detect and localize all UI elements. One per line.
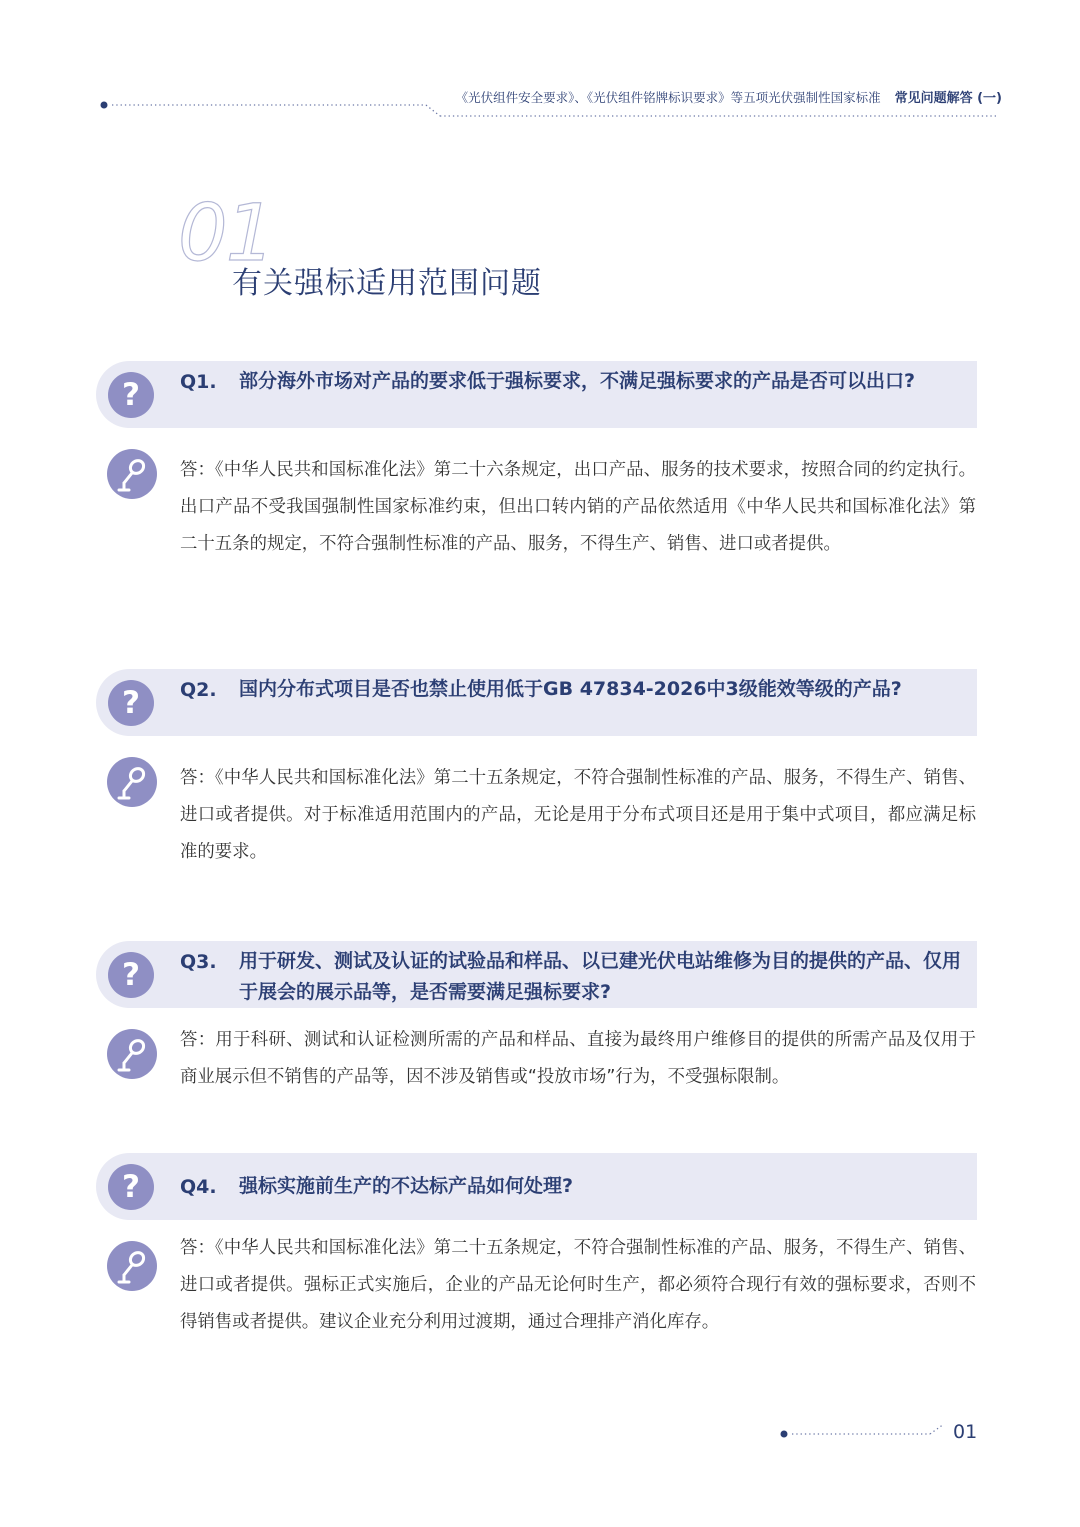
question-number: Q4. [180, 1176, 217, 1198]
question-bar [96, 669, 977, 736]
answer-text: 答：《中华人民共和国标准化法》第二十五条规定，不符合强制性标准的产品、服务，不得生产、销售、进口或者提供。对于标准适用范围内的产品，无论是用于分布式项目还是用于集中式项目，都应满足标准的要求。 [180, 768, 976, 862]
answer-text: 答：《中华人民共和国标准化法》第二十六条规定，出口产品、服务的技术要求，按照合同的约定执行。出口产品不受我国强制性国家标准约束，但出口转内销的产品依然适用《中华人民共和国标准化法》第二十五条的规定，不符合强制性标准的产品、服务，不得生产、销售、进口或者提供。 [180, 460, 976, 554]
question-number: Q2. [180, 679, 217, 701]
header-divider [100, 98, 1000, 118]
page-number: 01 [953, 1421, 978, 1443]
section-title: 有关强标适用范围问题 [232, 266, 542, 301]
question-text: 强标实施前生产的不达标产品如何处理? [239, 1175, 574, 1197]
section-number: 01 [178, 189, 274, 279]
microphone-icon [107, 1241, 157, 1291]
question-number: Q3. [180, 951, 217, 973]
microphone-icon [107, 449, 157, 499]
question-number: Q1. [180, 371, 217, 393]
question-text: 部分海外市场对产品的要求低于强标要求，不满足强标要求的产品是否可以出口? [239, 370, 916, 392]
microphone-icon [107, 1029, 157, 1079]
question-mark-icon: ? [108, 680, 154, 726]
answer-text: 答：用于科研、测试和认证检测所需的产品和样品、直接为最终用户维修目的提供的所需产品及仅用于商业展示但不销售的产品等，因不涉及销售或“投放市场”行为，不受强标限制。 [180, 1030, 976, 1087]
question-bar [96, 1153, 977, 1220]
question-mark-icon: ? [108, 1164, 154, 1210]
microphone-icon [107, 757, 157, 807]
question-bar [96, 941, 977, 1008]
header-doc-subtitle: 常见问题解答 (一) [894, 91, 1002, 106]
question-mark-icon: ? [108, 372, 154, 418]
question-mark-icon: ? [108, 952, 154, 998]
header-doc-title: 《光伏组件安全要求》、《光伏组件铭牌标识要求》等五项光伏强制性国家标准 [455, 90, 881, 105]
question-text: 用于研发、测试及认证的试验品和样品、以已建光伏电站维修为目的提供的产品、仅用于展会的展示品等，是否需要满足强标要求? [239, 950, 962, 1003]
question-text: 国内分布式项目是否也禁止使用低于GB 47834-2026中3级能效等级的产品? [239, 678, 902, 700]
answer-text: 答：《中华人民共和国标准化法》第二十五条规定，不符合强制性标准的产品、服务，不得生产、销售、进口或者提供。强标正式实施后，企业的产品无论何时生产，都必须符合现行有效的强标要求，否则不得销售或者提供。建议企业充分利用过渡期，通过合理排产消化库存。 [180, 1238, 976, 1332]
footer-divider [780, 1420, 950, 1440]
question-bar [96, 361, 977, 428]
